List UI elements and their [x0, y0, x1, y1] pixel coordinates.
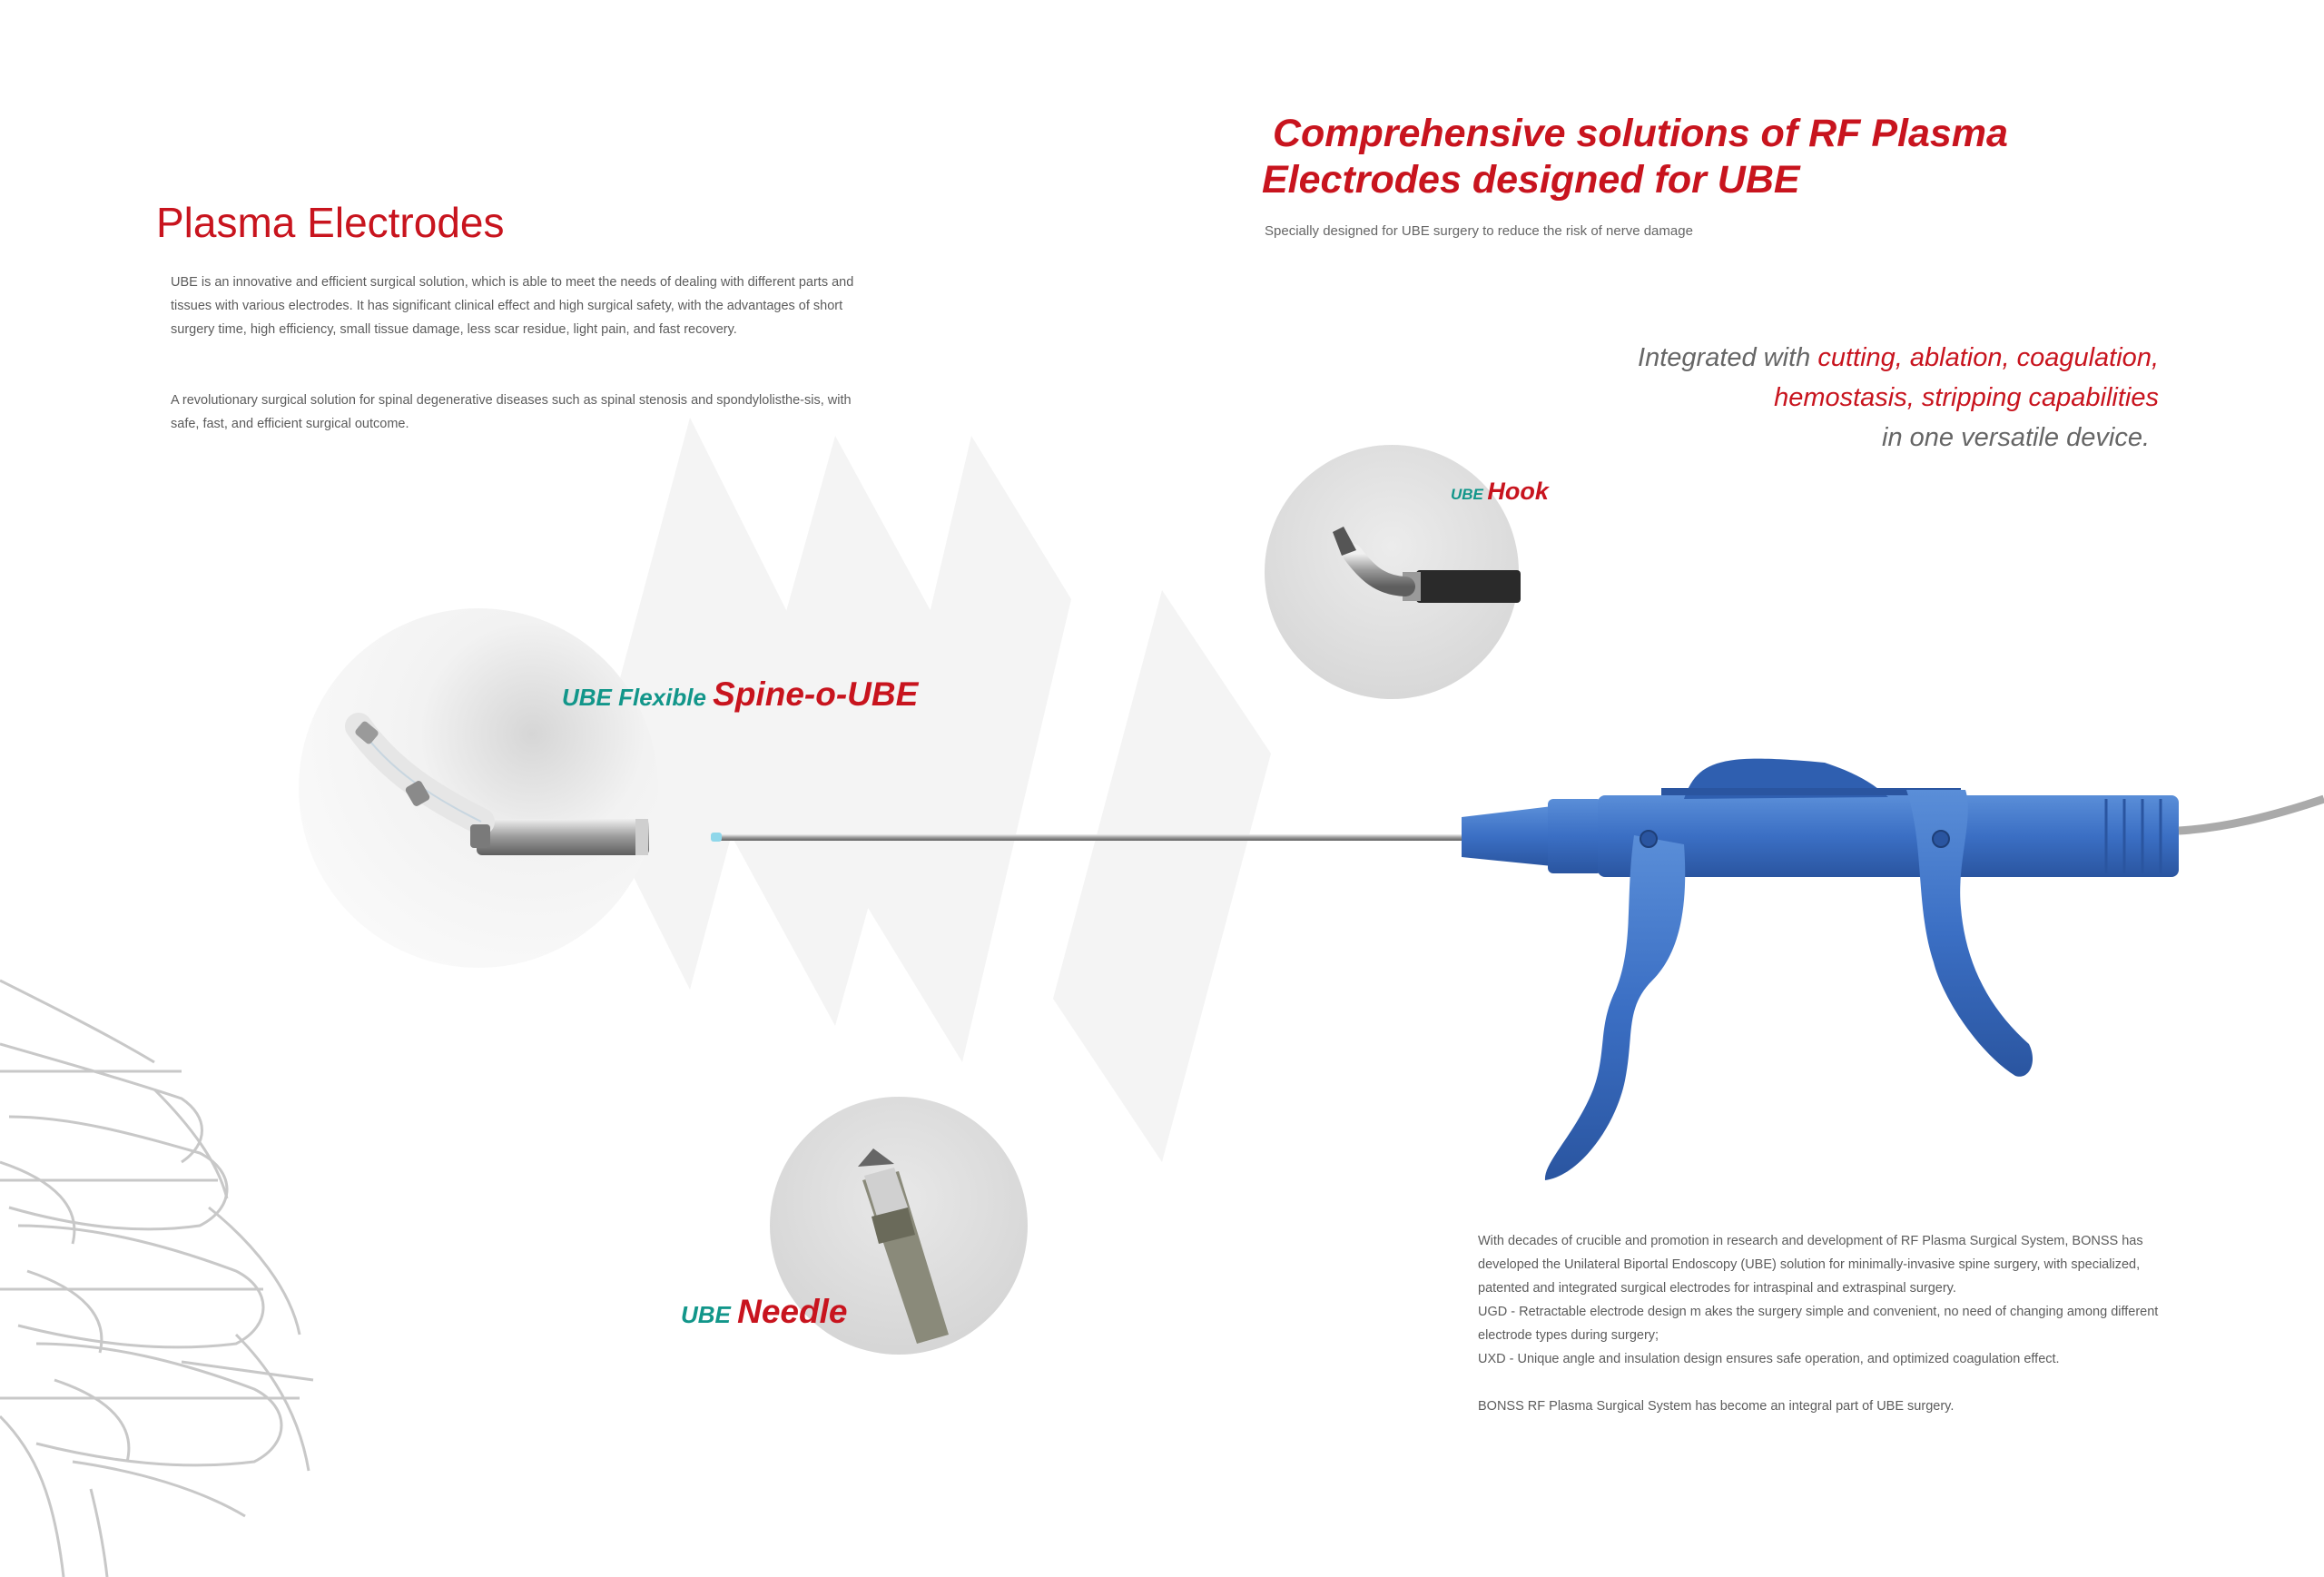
intro-paragraph-1: UBE is an innovative and efficient surgical solution, which is able to meet the needs of dealing with different parts and tissues with various electrodes. It has significant clinical effect and high surgical safety, with the advantages of short surgery time, high efficiency, small tissue damage, less scar residue, light pain, and fast recovery.	[171, 275, 854, 337]
headline-line-2: Electrodes designed for UBE	[1262, 158, 1800, 202]
capabilities-prefix: Integrated with	[1638, 343, 1818, 372]
hook-label-name: Hook	[1487, 478, 1549, 505]
needle-label-name: Needle	[737, 1293, 848, 1330]
description-paragraph-4: BONSS RF Plasma Surgical System has become an integral part of UBE surgery.	[1478, 1399, 1955, 1414]
spine-illustration	[0, 981, 313, 1577]
description-paragraph-2: UGD - Retractable electrode design m akes the surgery simple and convenient, no need of changing among different electrode types during surgery;	[1478, 1305, 2159, 1343]
spine-label-prefix: UBE Flexible	[562, 684, 714, 711]
watermark-shapes	[590, 418, 1271, 1162]
capabilities-highlight-1: cutting, ablation, coagulation,	[1817, 343, 2159, 372]
description-paragraph-3: UXD - Unique angle and insulation design ensures safe operation, and optimized coagulation effect.	[1478, 1352, 2060, 1366]
spine-product-circle	[299, 608, 658, 968]
spine-label	[562, 675, 918, 714]
headline-subtitle: Specially designed for UBE surgery to reduce the risk of nerve damage	[1265, 223, 1693, 239]
hook-label-prefix: UBE	[1451, 486, 1483, 503]
capabilities-line-1	[1638, 338, 2159, 378]
spine-label-name: Spine-o-UBE	[713, 675, 919, 713]
capabilities-highlight-2: hemostasis, stripping capabilities	[1774, 383, 2159, 412]
capabilities-statement	[1638, 338, 2159, 458]
description-paragraph-1: With decades of crucible and promotion in research and development of RF Plasma Surgical System, BONSS has developed the Unilateral Biportal Endoscopy (UBE) solution for minimally-invasive spine surgery, with specialized, patented and integrated surgical electrodes for intraspinal and extraspinal surgery.	[1478, 1234, 2143, 1296]
main-headline	[1262, 111, 2170, 203]
paragraph-spacer	[1478, 1371, 2168, 1395]
handpiece-device	[1462, 759, 2324, 1180]
solution-description	[1478, 1229, 2168, 1418]
needle-label-prefix: UBE	[681, 1301, 738, 1328]
needle-label	[681, 1293, 847, 1331]
intro-paragraph-2: A revolutionary surgical solution for spinal degenerative diseases such as spinal stenosis and spondylolisthe-sis, with safe, fast, and efficient surgical outcome.	[171, 393, 852, 431]
section-title: Plasma Electrodes	[156, 199, 505, 246]
capabilities-suffix: in one versatile device.	[1882, 423, 2150, 452]
headline-line-1: Comprehensive solutions of RF Plasma	[1262, 112, 2008, 155]
hook-label	[1451, 478, 1549, 506]
